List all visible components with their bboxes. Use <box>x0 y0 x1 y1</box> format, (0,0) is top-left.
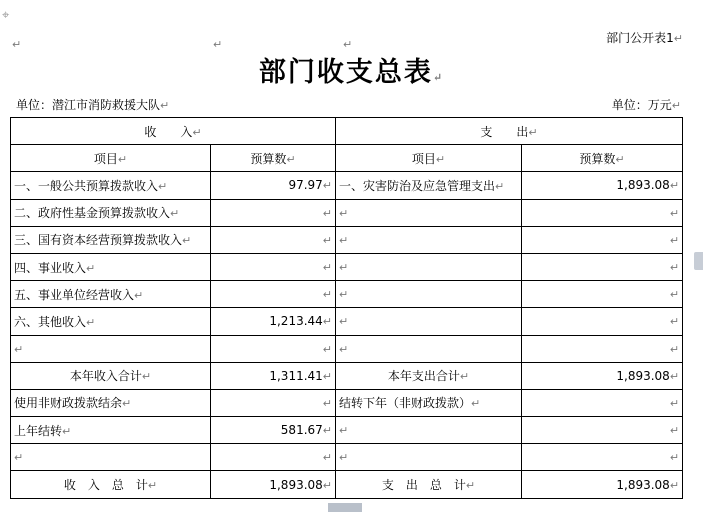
paragraph-mark: ↵ <box>669 315 680 329</box>
expense-item-cell <box>336 389 522 416</box>
paragraph-mark: ↵ <box>322 261 333 275</box>
cell-text: 本年收入合计 <box>69 369 142 384</box>
budget-table <box>10 117 683 499</box>
expense-value-cell <box>522 172 683 199</box>
paragraph-mark: ↵ <box>86 315 96 329</box>
unit-label-right <box>612 96 681 113</box>
cell-text: 97.97 <box>288 178 323 193</box>
cell-text: 一、灾害防治及应急管理支出 <box>339 178 496 193</box>
unit-label-left <box>16 96 169 113</box>
paragraph-mark: ↵ <box>322 179 333 193</box>
cell-text: 1,893.08 <box>616 178 670 193</box>
table-row <box>11 226 683 253</box>
expense-value-cell <box>522 226 683 253</box>
table-move-handle-icon[interactable]: ⌖ <box>2 8 10 23</box>
cell-text: 1,893.08 <box>269 477 323 492</box>
paragraph-mark: ↵ <box>459 370 470 384</box>
cell-text: 1,893.08 <box>616 368 670 383</box>
expense-value-cell <box>522 389 683 416</box>
paragraph-mark: ↵ <box>134 288 144 302</box>
expense-item-cell <box>336 417 522 444</box>
expense-item-cell <box>336 362 522 389</box>
paragraph-mark: ↵ <box>339 288 349 302</box>
unit-right-text: 单位：万元 <box>611 98 672 112</box>
table-column-header-row <box>11 145 683 172</box>
table-row <box>11 362 683 389</box>
income-item-cell <box>11 199 211 226</box>
paragraph-mark: ↵ <box>322 369 333 383</box>
column-header-text: 预算数 <box>579 151 616 166</box>
paragraph-mark: ↵ <box>669 261 680 275</box>
paragraph-mark: ↵ <box>158 179 168 193</box>
paragraph-mark: ↵ <box>339 206 349 220</box>
paragraph-mark: ↵ <box>669 179 680 193</box>
expense-item-cell <box>336 199 522 226</box>
paragraph-mark: ↵ <box>322 233 333 247</box>
expense-value-cell <box>522 444 683 471</box>
income-value-cell <box>211 226 336 253</box>
income-item-cell <box>11 281 211 308</box>
table-row <box>11 199 683 226</box>
cell-text: 1,213.44 <box>269 314 323 329</box>
table-row <box>11 444 683 471</box>
paragraph-mark: ↵ <box>673 32 683 45</box>
expense-item-cell <box>336 226 522 253</box>
expense-value-cell <box>522 362 683 389</box>
table-row <box>11 172 683 199</box>
paragraph-mark: ↵ <box>170 207 180 221</box>
paragraph-mark: ↵ <box>322 315 333 329</box>
paragraph-mark: ↵ <box>669 478 680 492</box>
form-label-text: 部门公开表1 <box>606 31 674 45</box>
paragraph-mark: ↵ <box>339 261 349 275</box>
cell-text: 支 出 总 计 <box>381 478 466 493</box>
cell-text: 六、其他收入 <box>14 314 87 329</box>
paragraph-mark: ↵ <box>435 152 446 166</box>
column-header-text: 项目 <box>411 151 436 166</box>
expense-item-cell <box>336 253 522 280</box>
income-item-cell <box>11 172 211 199</box>
paragraph-mark: ↵ <box>213 38 223 51</box>
paragraph-mark: ↵ <box>12 38 22 51</box>
paragraph-mark: ↵ <box>465 479 476 493</box>
cell-text: 使用非财政拨款结余 <box>14 396 123 411</box>
expense-value-cell <box>522 253 683 280</box>
paragraph-mark: ↵ <box>339 424 349 438</box>
income-item-cell <box>11 389 211 416</box>
cell-text: 581.67 <box>280 423 323 438</box>
paragraph-mark: ↵ <box>669 369 680 383</box>
paragraph-mark: ↵ <box>669 233 680 247</box>
income-item-cell <box>11 417 211 444</box>
expense-value-cell <box>522 308 683 335</box>
form-label <box>606 29 683 46</box>
cell-text: 1,311.41 <box>269 368 323 383</box>
income-item-column-header <box>11 145 211 172</box>
expense-item-cell <box>336 444 522 471</box>
paragraph-mark: ↵ <box>286 152 296 166</box>
income-value-cell <box>211 417 336 444</box>
paragraph-mark: ↵ <box>14 342 24 356</box>
paragraph-mark: ↵ <box>322 288 333 302</box>
paragraph-mark: ↵ <box>339 342 349 356</box>
income-value-cell <box>211 471 336 498</box>
expense-item-cell <box>336 172 522 199</box>
cell-text: 本年支出合计 <box>387 369 460 384</box>
table-row <box>11 281 683 308</box>
paragraph-mark: ↵ <box>141 370 152 384</box>
income-value-cell <box>211 281 336 308</box>
paragraph-mark: ↵ <box>528 125 538 139</box>
cell-text: 二、政府性基金预算拨款收入 <box>14 206 171 221</box>
paragraph-mark: ↵ <box>160 99 170 112</box>
cell-text: 上年结转 <box>14 423 63 438</box>
paragraph-mark: ↵ <box>495 179 505 193</box>
expense-value-cell <box>522 417 683 444</box>
paragraph-mark: ↵ <box>122 397 132 411</box>
unit-left-text: 单位：潜江市消防救援大队 <box>16 98 161 112</box>
expense-value-cell <box>522 335 683 362</box>
income-header-text: 收 入 <box>144 124 193 139</box>
paragraph-mark: ↵ <box>322 396 333 410</box>
paragraph-mark: ↵ <box>471 397 481 411</box>
paragraph-mark: ↵ <box>669 206 680 220</box>
paragraph-mark: ↵ <box>669 342 680 356</box>
column-header-text: 项目 <box>93 151 118 166</box>
page-expand-handle[interactable] <box>694 252 703 270</box>
income-value-cell <box>211 335 336 362</box>
paragraph-mark: ↵ <box>343 38 353 51</box>
page-title <box>0 50 703 89</box>
income-item-cell <box>11 308 211 335</box>
paragraph-mark: ↵ <box>147 479 158 493</box>
income-value-cell <box>211 308 336 335</box>
paragraph-mark: ↵ <box>322 424 333 438</box>
paragraph-mark: ↵ <box>671 99 681 112</box>
income-item-cell <box>11 362 211 389</box>
page-title-text: 部门收支总表 <box>258 57 433 88</box>
cell-text: 结转下年（非财政拨款） <box>339 396 472 411</box>
paragraph-mark: ↵ <box>86 261 96 275</box>
cell-text: 五、事业单位经营收入 <box>14 287 135 302</box>
expense-value-cell <box>522 199 683 226</box>
income-item-cell <box>11 471 211 498</box>
paragraph-mark: ↵ <box>669 451 680 465</box>
income-value-cell <box>211 199 336 226</box>
paragraph-mark: ↵ <box>62 424 72 438</box>
table-section-header-row <box>11 118 683 145</box>
cell-text: 三、国有资本经营预算拨款收入 <box>14 233 183 248</box>
income-item-cell <box>11 226 211 253</box>
paragraph-mark: ↵ <box>14 451 24 465</box>
expense-budget-column-header <box>522 145 683 172</box>
paragraph-mark: ↵ <box>322 342 333 356</box>
expense-header-text: 支 出 <box>480 124 529 139</box>
income-value-cell <box>211 253 336 280</box>
paragraph-mark: ↵ <box>669 288 680 302</box>
income-value-cell <box>211 172 336 199</box>
income-value-cell <box>211 362 336 389</box>
table-row <box>11 308 683 335</box>
table-add-row-handle[interactable] <box>328 503 362 512</box>
paragraph-mark: ↵ <box>192 125 202 139</box>
paragraph-mark: ↵ <box>339 233 349 247</box>
expense-section-header <box>336 118 683 145</box>
income-value-cell <box>211 389 336 416</box>
cell-text: 四、事业收入 <box>14 260 87 275</box>
expense-item-cell <box>336 308 522 335</box>
income-item-cell <box>11 335 211 362</box>
table-row <box>11 389 683 416</box>
column-header-text: 预算数 <box>250 151 287 166</box>
paragraph-mark: ↵ <box>339 315 349 329</box>
cell-text: 收 入 总 计 <box>63 478 148 493</box>
income-value-cell <box>211 444 336 471</box>
income-item-cell <box>11 253 211 280</box>
paragraph-mark: ↵ <box>432 71 445 84</box>
paragraph-mark: ↵ <box>615 152 625 166</box>
table-row <box>11 417 683 444</box>
paragraph-mark: ↵ <box>669 396 680 410</box>
paragraph-mark: ↵ <box>339 451 349 465</box>
paragraph-mark: ↵ <box>322 451 333 465</box>
expense-item-cell <box>336 335 522 362</box>
expense-value-cell <box>522 281 683 308</box>
cell-text: 一、一般公共预算拨款收入 <box>14 178 159 193</box>
paragraph-mark: ↵ <box>322 206 333 220</box>
table-row <box>11 471 683 498</box>
table-row <box>11 335 683 362</box>
paragraph-mark: ↵ <box>117 152 128 166</box>
expense-item-cell <box>336 471 522 498</box>
cell-text: 1,893.08 <box>616 477 670 492</box>
income-section-header <box>11 118 336 145</box>
paragraph-mark: ↵ <box>669 424 680 438</box>
paragraph-mark: ↵ <box>182 234 192 248</box>
income-budget-column-header <box>211 145 336 172</box>
expense-value-cell <box>522 471 683 498</box>
paragraph-mark: ↵ <box>322 478 333 492</box>
income-item-cell <box>11 444 211 471</box>
expense-item-column-header <box>336 145 522 172</box>
table-row <box>11 253 683 280</box>
expense-item-cell <box>336 281 522 308</box>
